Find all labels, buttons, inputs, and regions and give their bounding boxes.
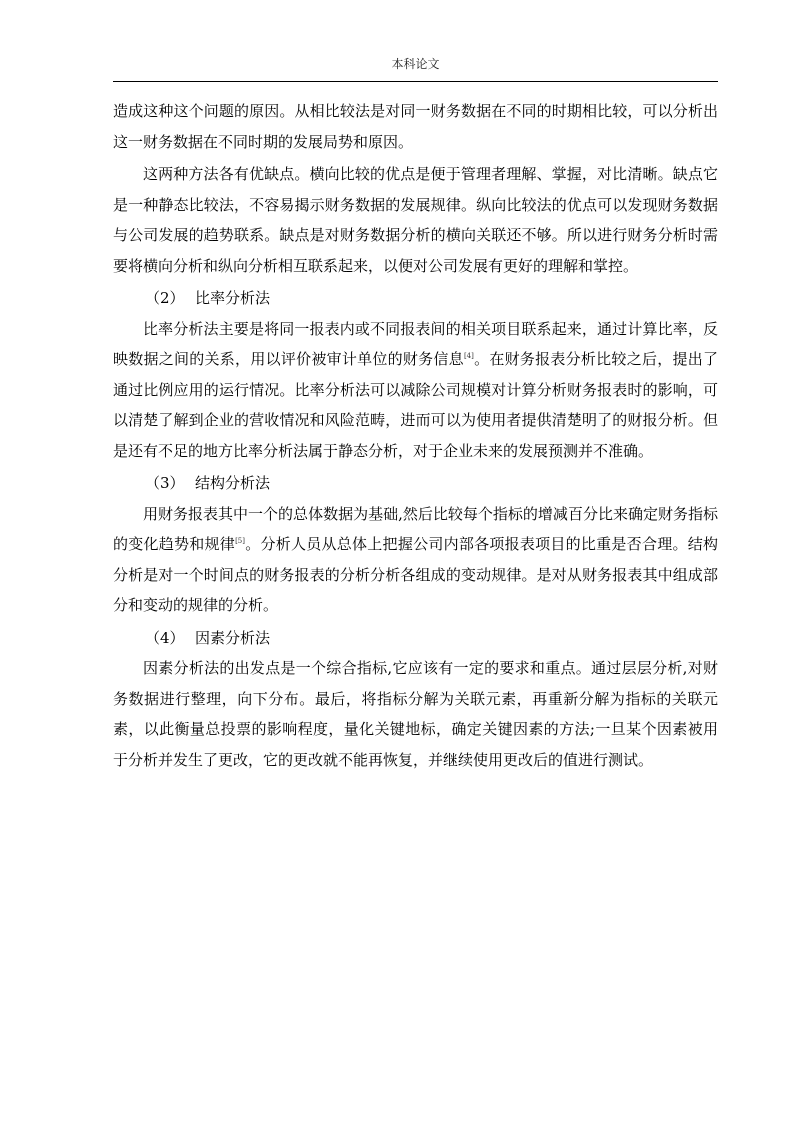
section-title: 结构分析法 — [195, 474, 271, 492]
citation-ref: [4] — [463, 352, 474, 360]
section-number: （3） — [145, 474, 185, 492]
page-header — [113, 52, 718, 82]
section-heading-factor-analysis — [113, 623, 718, 654]
paragraph-4-text-b: 。分析人员从总体上把握公司内部各项报表项目的比重是否合理。结构分析是对一个时间点的财务报表的分析分析各组成的变动规律。是对从财务报表其中组成部分和变动的规律的分析。 — [113, 535, 718, 614]
document-body — [113, 96, 718, 775]
citation-ref: [5] — [235, 537, 245, 545]
paragraph-1: 造成这种这个问题的原因。从相比较法是对同一财务数据在不同的时期相比较，可以分析出这一财务数据在不同时期的发展局势和原因。 — [113, 102, 718, 151]
paragraph-4-text-a: 用财务报表其中一个的总体数据为基础,然后比较每个指标的增减百分比来确定财务指标的变化趋势和规律 — [113, 504, 718, 553]
section-number: （2） — [145, 289, 185, 307]
paragraph-3-text-a: 比率分析法主要是将同一报表内或不同报表间的相关项目联系起来，通过计算比率，反映数据之间的关系，用以评价被审计单位的财务信息 — [113, 319, 718, 368]
header-title: 本科论文 — [391, 57, 440, 71]
paragraph-5: 因素分析法的出发点是一个综合指标,它应该有一定的要求和重点。通过层层分析,对财务数据进行整理，向下分布。最后，将指标分解为关联元素，再重新分解为指标的关联元素，以此衡量总投票的影响程度，量化关键地标，确定关键因素的方法;一旦某个因素被用于分析并发生了更改，它的更改就不能再恢复，并继续使用更改后的值进行测试。 — [113, 659, 718, 769]
section-title: 比率分析法 — [195, 289, 271, 307]
paragraph-3-text-b: 。在财务报表分析比较之后，提出了通过比例应用的运行情况。比率分析法可以减除公司规模对计算分析财务报表时的影响，可以清楚了解到企业的营收情况和风险范畴，进而可以为使用者提供清楚明了的财报分析。但是还有不足的地方比率分析法属于静态分析，对于企业未来的发展预测并不准确。 — [113, 350, 718, 460]
paragraph-2: 这两种方法各有优缺点。横向比较的优点是便于管理者理解、掌握，对比清晰。缺点它是一种静态比较法，不容易揭示财务数据的发展规律。纵向比较法的优点可以发现财务数据与公司发展的趋势联系。缺点是对财务数据分析的横向关联还不够。所以进行财务分析时需要将横向分析和纵向分析相互联系起来，以便对公司发展有更好的理解和掌控。 — [113, 165, 718, 275]
paragraph-4 — [113, 499, 718, 621]
section-heading-ratio-analysis — [113, 283, 718, 314]
section-number: （4） — [145, 628, 185, 647]
section-heading-structure-analysis — [113, 468, 718, 499]
paragraph-3 — [113, 314, 718, 467]
section-title: 因素分析法 — [195, 628, 271, 647]
